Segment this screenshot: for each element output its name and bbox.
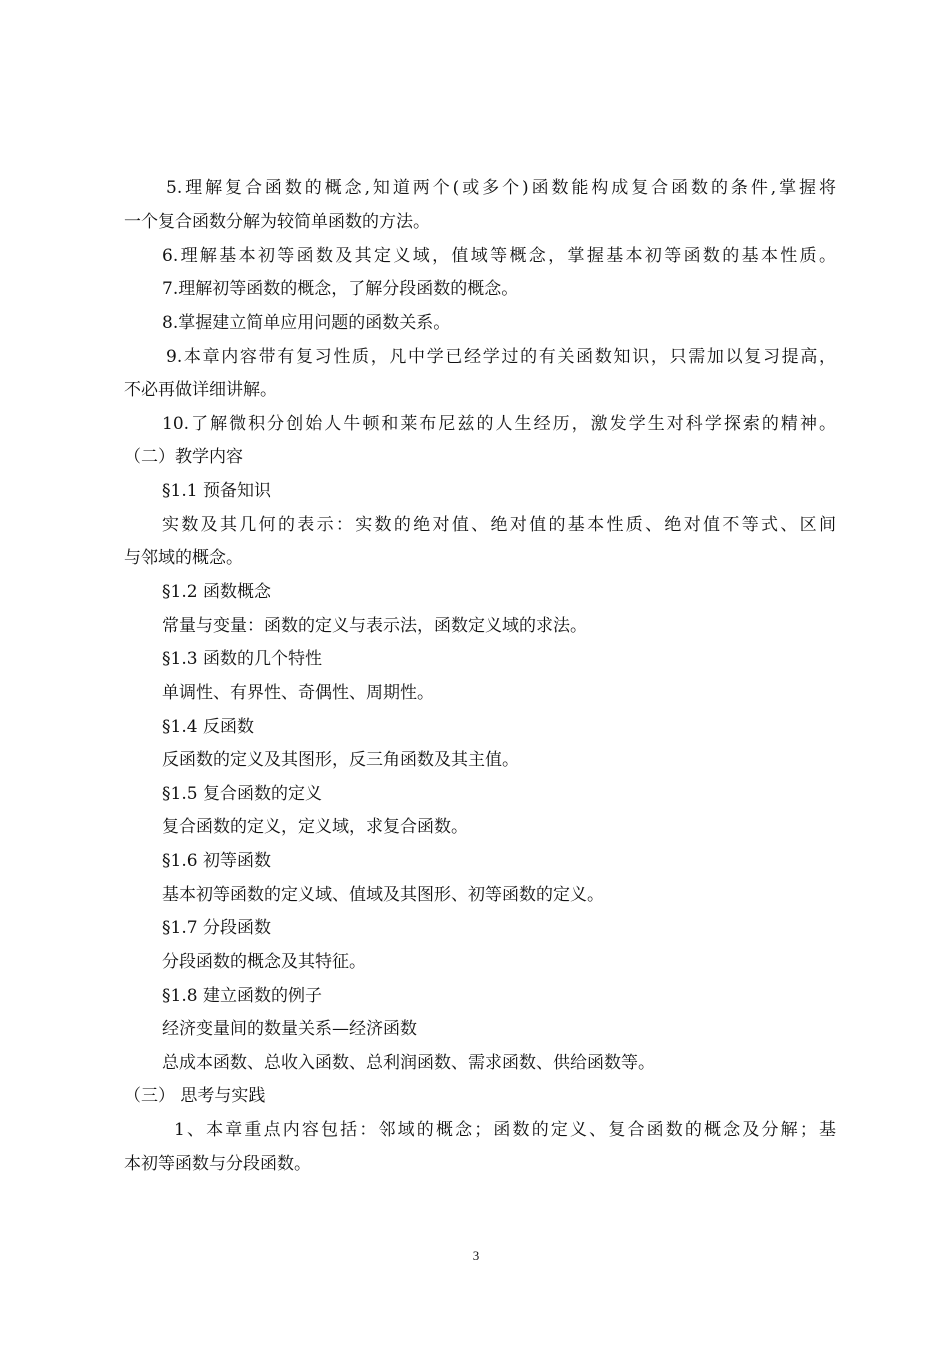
section-1-1-title: §1.1 预备知识 xyxy=(162,481,271,501)
section-1-5-title: §1.5 复合函数的定义 xyxy=(162,784,322,804)
section-1-4-title: §1.4 反函数 xyxy=(162,717,254,737)
objective-10: 10.了解微积分创始人牛顿和莱布尼兹的人生经历，激发学生对科学探索的精神。 xyxy=(162,414,836,434)
objective-6: 6.理解基本初等函数及其定义域，值域等概念，掌握基本初等函数的基本性质。 xyxy=(162,246,836,266)
practice-item-1-line-2: 本初等函数与分段函数。 xyxy=(124,1154,311,1174)
section-1-8-body-line-1: 经济变量间的数量关系—经济函数 xyxy=(162,1019,417,1039)
page-number: 3 xyxy=(472,1248,480,1263)
section-1-7-title: §1.7 分段函数 xyxy=(162,918,271,938)
section-1-8-title: §1.8 建立函数的例子 xyxy=(162,986,322,1006)
section-1-3-title: §1.3 函数的几个特性 xyxy=(162,649,322,669)
section-1-8-body-line-2: 总成本函数、总收入函数、总利润函数、需求函数、供给函数等。 xyxy=(162,1053,655,1073)
section-1-4-body: 反函数的定义及其图形，反三角函数及其主值。 xyxy=(162,750,519,770)
section-1-5-body: 复合函数的定义，定义域，求复合函数。 xyxy=(162,817,468,837)
objective-5-line-2: 一个复合函数分解为较简单函数的方法。 xyxy=(124,212,430,232)
section-1-1-body-line-2: 与邻域的概念。 xyxy=(124,548,243,568)
section-1-2-body: 常量与变量：函数的定义与表示法，函数定义域的求法。 xyxy=(162,616,587,636)
section-1-3-body: 单调性、有界性、奇偶性、周期性。 xyxy=(162,683,434,703)
section-1-7-body: 分段函数的概念及其特征。 xyxy=(162,952,366,972)
section-1-1-body-line-1: 实数及其几何的表示：实数的绝对值、绝对值的基本性质、绝对值不等式、区间 xyxy=(162,515,836,535)
objective-9-line-1: 9.本章内容带有复习性质，凡中学已经学过的有关函数知识，只需加以复习提高， xyxy=(166,347,836,367)
practice-item-1-line-1: 1、本章重点内容包括：邻域的概念；函数的定义、复合函数的概念及分解；基 xyxy=(174,1120,836,1140)
section-1-6-title: §1.6 初等函数 xyxy=(162,851,271,871)
objective-9-line-2: 不必再做详细讲解。 xyxy=(124,380,277,400)
objective-5-line-1: 5.理解复合函数的概念,知道两个(或多个)函数能构成复合函数的条件,掌握将 xyxy=(166,178,836,198)
section-1-2-title: §1.2 函数概念 xyxy=(162,582,271,602)
objective-7: 7.理解初等函数的概念，了解分段函数的概念。 xyxy=(162,279,519,299)
teaching-content-heading: （二）教学内容 xyxy=(124,447,243,467)
section-1-6-body: 基本初等函数的定义域、值域及其图形、初等函数的定义。 xyxy=(162,885,604,905)
practice-heading: （三） 思考与实践 xyxy=(124,1086,266,1106)
objective-8: 8.掌握建立简单应用问题的函数关系。 xyxy=(162,313,451,333)
